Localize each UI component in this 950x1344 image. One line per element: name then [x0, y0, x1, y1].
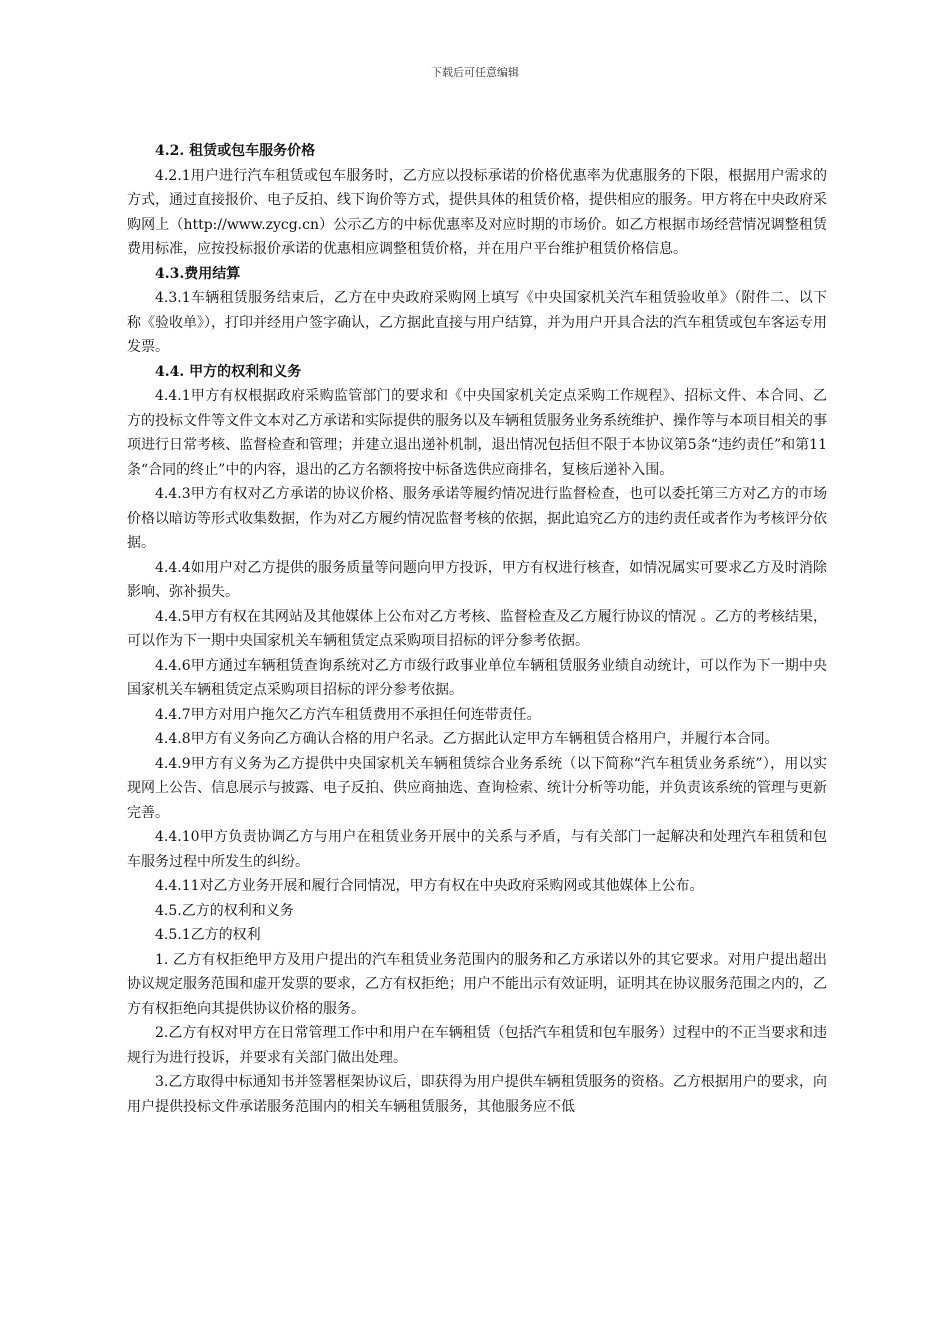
section-heading-4-2: 4.2. 租赁或包车服务价格	[155, 143, 316, 159]
clause-4-4-7: 4.4.7甲方对用户拖欠乙方汽车租赁费用不承担任何连带责任。	[155, 706, 541, 723]
clause-4-4-1: 4.4.1甲方有权根据政府采购监管部门的要求和《中央国家机关定点采购工作规程》、招标文件、本合同、乙方的投标文件等文件文本对乙方承诺和实际提供的服务以及车辆租赁服务业务系统维护、操作等与本项目相关的事项进行日常考核、监督检查和管理；并建立退出递补机制，退出情况包括但不限于本协议第5条“违约责任”和第11条“合同的终止”中的内容，退出的乙方名额将按中标备选供应商排名，复核后递补入围。	[127, 388, 827, 478]
clause-4-4-3: 4.4.3甲方有权对乙方承诺的协议价格、服务承诺等履约情况进行监督检查，也可以委托第三方对乙方的市场价格以暗访等形式收集数据，作为对乙方履约情况监督考核的依据，据此追究乙方的违约责任或者作为考核评分依据。	[127, 486, 827, 551]
clause-4-4-8: 4.4.8甲方有义务向乙方确认合格的用户名录。乙方据此认定甲方车辆租赁合格用户，并履行本合同。	[155, 731, 779, 747]
clause-4-4-5: 4.4.5甲方有权在其网站及其他媒体上公布对乙方考核、监督检查及乙方履行协议的情况 。乙方的考核结果，可以作为下一期中央国家机关车辆租赁定点采购项目招标的评分参考依据。	[127, 608, 827, 649]
section-heading-4-4: 4.4. 甲方的权利和义务	[155, 363, 302, 380]
clause-4-3-1: 4.3.1车辆租赁服务结束后，乙方在中央政府采购网上填写《中央国家机关汽车租赁验收单》（附件二、以下称《验收单》），打印并经用户签字确认，乙方据此直接与用户结算，并为用户开具合法的汽车租赁或包车客运专用发票。	[127, 290, 827, 355]
clause-4-2-1: 4.2.1用户进行汽车租赁或包车服务时，乙方应以投标承诺的价格优惠率为优惠服务的下限，根据用户需求的方式，通过直接报价、电子反拍、线下询价等方式，提供具体的租赁价格，提供相应的服务。甲方将在中央政府采购网上（http://www.zycg.cn）公示乙方的中标优惠率及对应时期的市场价。如乙方根据市场经营情况调整租赁费用标准，应按投标报价承诺的优惠相应调整租赁价格，并在用户平台维护租赁价格信息。	[127, 167, 827, 257]
section-heading-4-3: 4.3.费用结算	[155, 265, 241, 282]
right-item-2: 2.乙方有权对甲方在日常管理工作中和用户在车辆租赁（包括汽车租赁和包车服务）过程中的不正当要求和违规行为进行投诉，并要求有关部门做出处理。	[127, 1025, 827, 1066]
document-body	[127, 139, 827, 1119]
clause-4-4-10: 4.4.10甲方负责协调乙方与用户在租赁业务开展中的关系与矛盾，与有关部门一起解决和处理汽车租赁和包车服务过程中所发生的纠纷。	[127, 829, 827, 870]
right-item-3: 3.乙方取得中标通知书并签署框架协议后，即获得为用户提供车辆租赁服务的资格。乙方根据用户的要求，向用户提供投标文件承诺服务范围内的相关车辆租赁服务，其他服务应不低	[127, 1074, 827, 1115]
clause-4-4-6: 4.4.6甲方通过车辆租赁查询系统对乙方市级行政事业单位车辆租赁服务业绩自动统计，可以作为下一期中央国家机关车辆租赁定点采购项目招标的评分参考依据。	[127, 657, 827, 698]
right-item-1: 1. 乙方有权拒绝甲方及用户提出的汽车租赁业务范围内的服务和乙方承诺以外的其它要求。对用户提出超出协议规定服务范围和虚开发票的要求，乙方有权拒绝；用户不能出示有效证明，证明其在协议服务范围之内的，乙方有权拒绝向其提供协议价格的服务。	[127, 951, 827, 1017]
clause-4-4-4: 4.4.4如用户对乙方提供的服务质量等问题向甲方投诉，甲方有权进行核查，如情况属实可要求乙方及时消除影响、弥补损失。	[127, 559, 827, 600]
clause-4-5-1: 4.5.1乙方的权利	[155, 927, 261, 943]
clause-4-4-11: 4.4.11对乙方业务开展和履行合同情况，甲方有权在中央政府采购网或其他媒体上公布。	[155, 878, 704, 894]
clause-4-4-9: 4.4.9甲方有义务为乙方提供中央国家机关车辆租赁综合业务系统（以下简称“汽车租赁业务系统”），用以实现网上公告、信息展示与披露、电子反拍、供应商抽选、查询检索、统计分析等功能，并负责该系统的管理与更新完善。	[127, 755, 827, 821]
page-header: 下载后可任意编辑	[431, 66, 519, 79]
section-heading-4-5: 4.5.乙方的权利和义务	[155, 902, 294, 919]
